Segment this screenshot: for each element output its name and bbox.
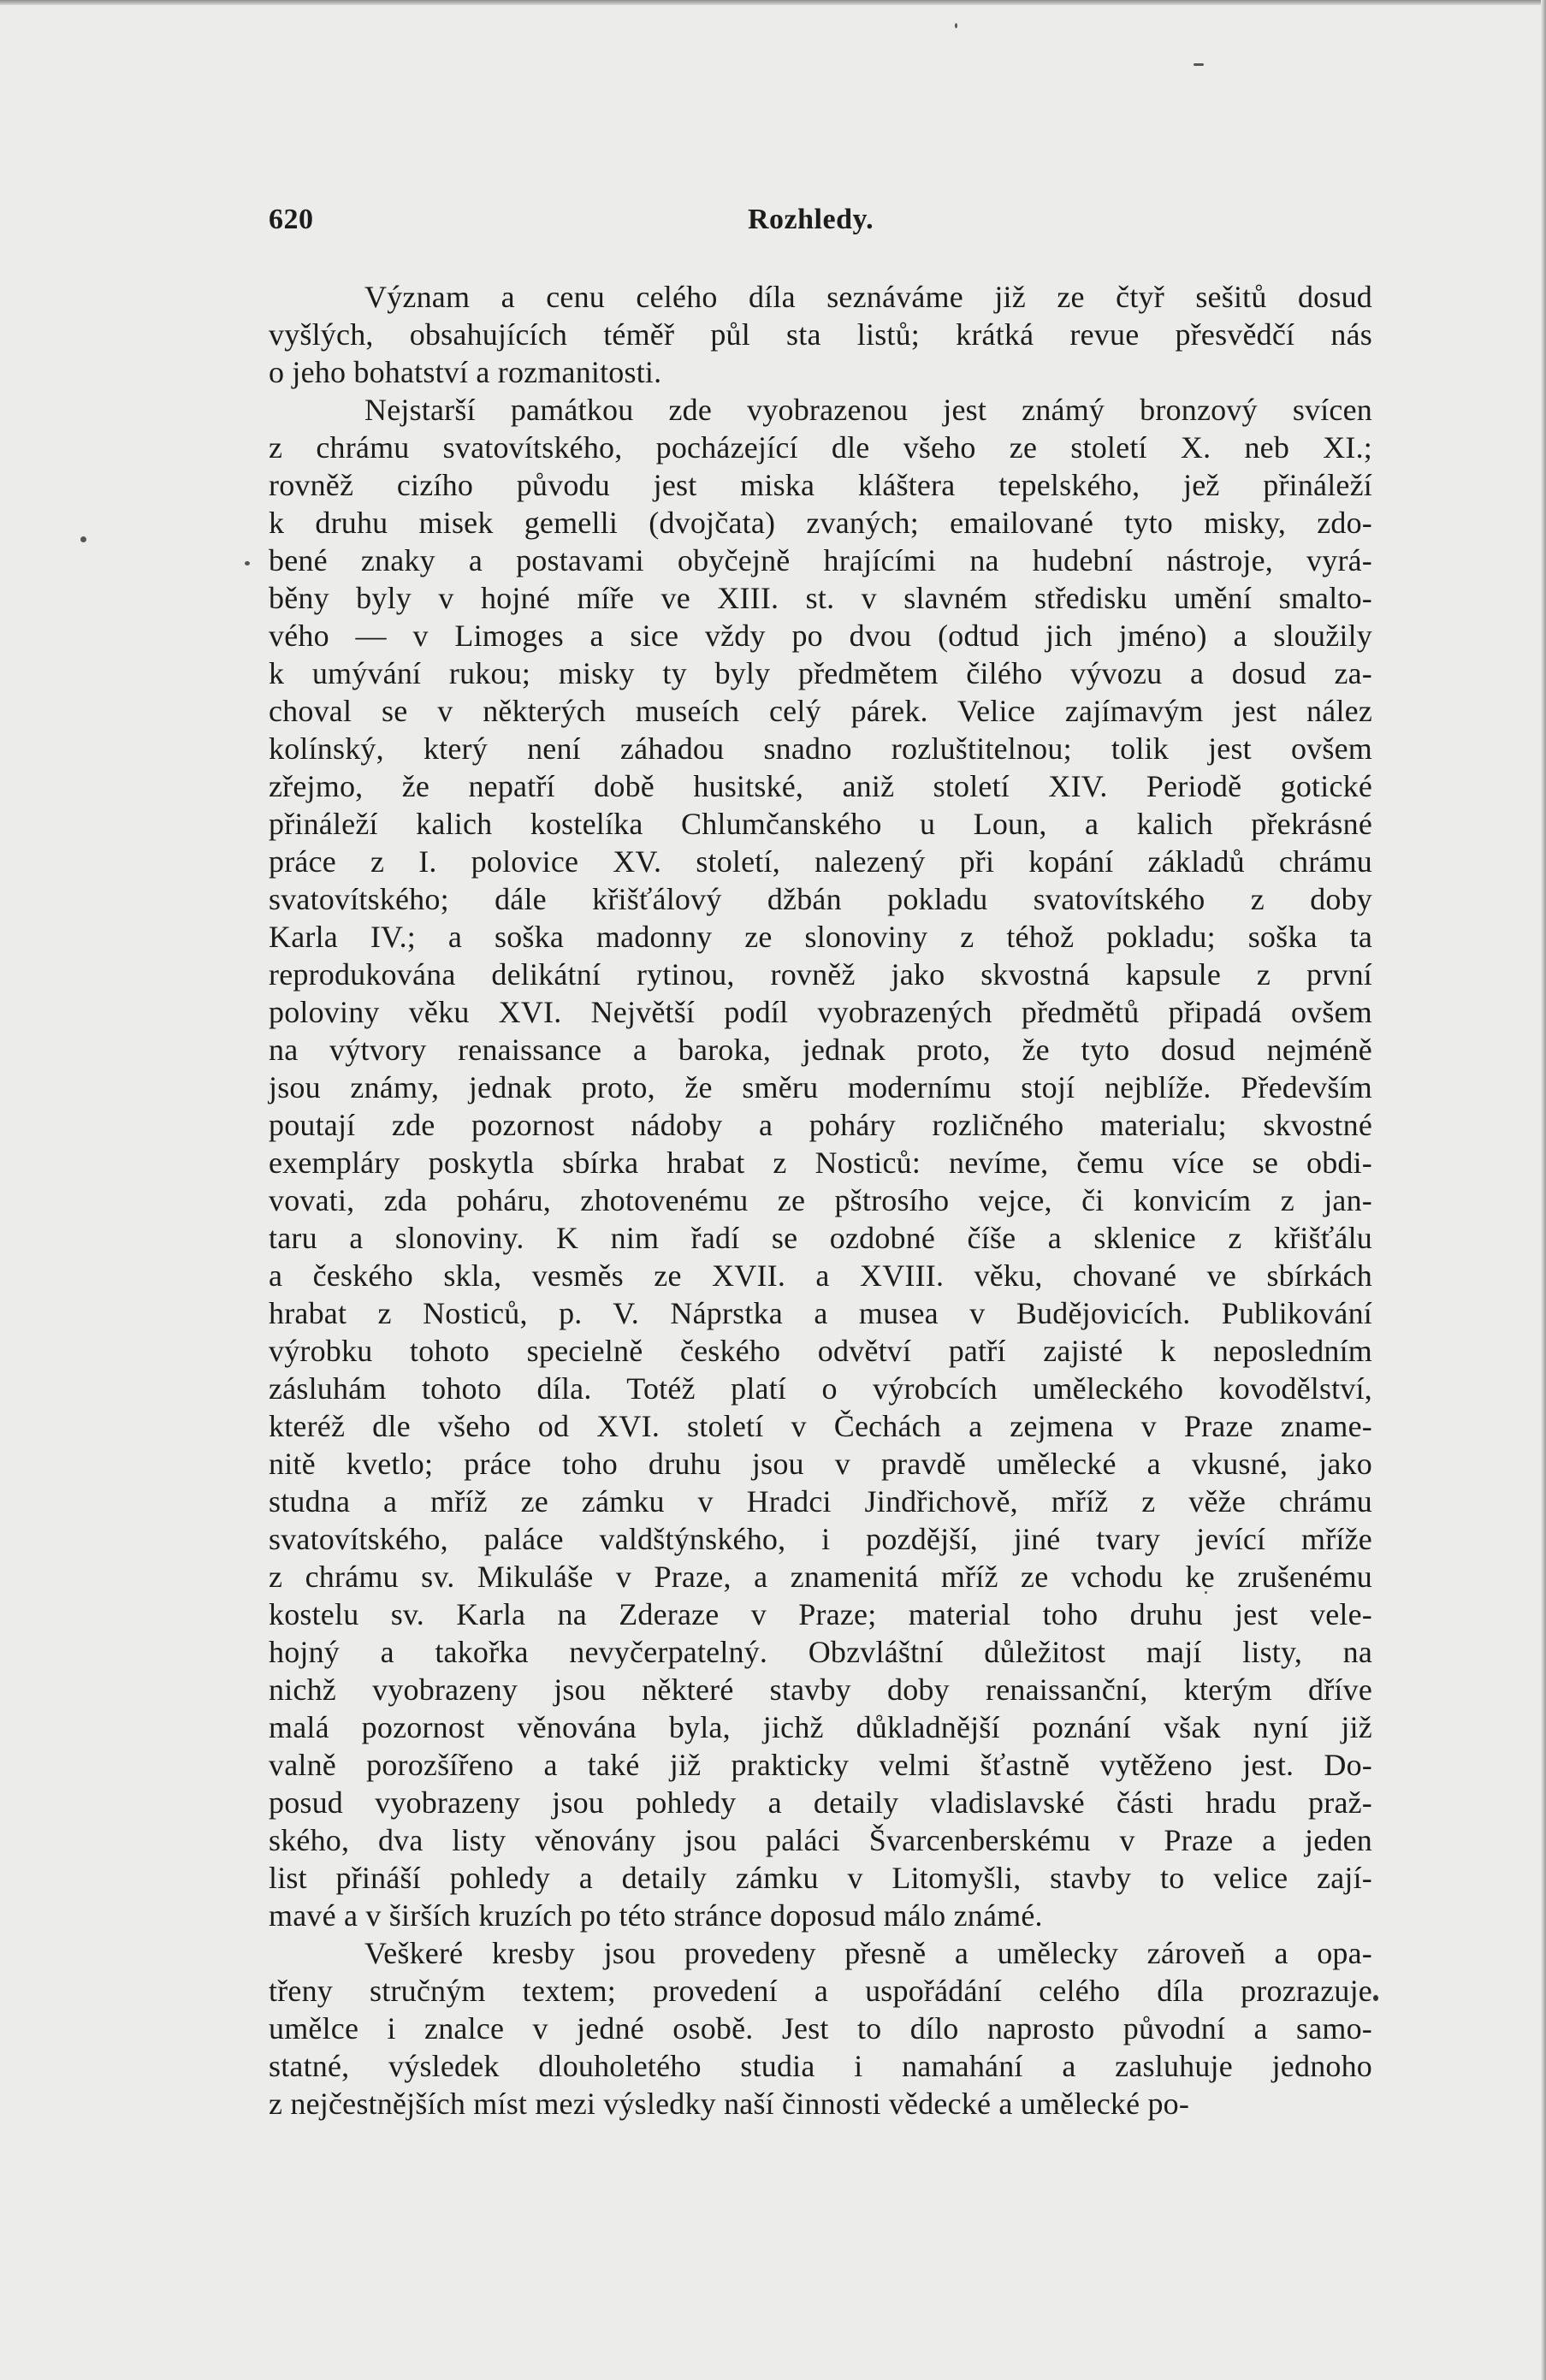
text-line: list přináší pohledy a detaily zámku v Litomyšli, stavby to velice zají- [269, 1861, 1372, 1895]
text-line: Veškeré kresby jsou provedeny přesně a umělecky zároveň a opa- [364, 1936, 1372, 1970]
page-header [269, 204, 878, 238]
text-line: kostelu sv. Karla na Zderaze v Praze; material toho druhu jest vele- [269, 1597, 1372, 1631]
text-line: běny byly v hojné míře ve XIII. st. v slavném středisku umění smalto- [269, 581, 1372, 615]
text-line: reprodukována delikátní rytinou, rovněž jako skvostná kapsule z první [269, 957, 1372, 992]
text-line: posud vyobrazeny jsou pohledy a detaily vladislavské části hradu praž- [269, 1785, 1372, 1820]
text-line: svatovítského, paláce valdštýnského, i pozdější, jiné tvary jevící mříže [269, 1522, 1372, 1556]
text-line: vyšlých, obsahujících téměř půl sta listů; krátká revue přesvědčí nás [269, 317, 1372, 352]
running-title: Rozhledy. [748, 204, 874, 235]
text-line: a českého skla, vesměs ze XVII. a XVIII. věku, chované ve sbírkách [269, 1258, 1372, 1293]
text-line: bené znaky a postavami obyčejně hrajícími na hudební nástroje, vyrá- [269, 543, 1372, 577]
scan-edge-top [0, 0, 1546, 5]
text-line: vovati, zda poháru, zhotovenému ze pštrosího vejce, či konvicím z jan- [269, 1183, 1372, 1217]
text-line: z chrámu sv. Mikuláše v Praze, a znamenitá mříž ze vchodu ke zrušenému [269, 1560, 1372, 1594]
text-line: práce z I. polovice XV. století, nalezený při kopání základů chrámu [269, 844, 1372, 879]
ink-speck [1373, 1995, 1378, 2001]
text-line: zásluhám tohoto díla. Totéž platí o výrobcích uměleckého kovodělství, [269, 1371, 1372, 1406]
ink-speck [80, 536, 86, 542]
text-line: choval se v některých museích celý párek. Velice zajímavým jest nález [269, 694, 1372, 728]
text-line: exempláry poskytla sbírka hrabat z Nosticů: nevíme, čemu více se obdi- [269, 1146, 1372, 1180]
text-line: malá pozornost věnována byla, jichž důkladnější poznání však nyní již [269, 1710, 1372, 1744]
text-line: z chrámu svatovítského, pocházející dle všeho ze století X. neb XI.; [269, 430, 1372, 465]
text-line: taru a slonoviny. K nim řadí se ozdobné číše a sklenice z křišťálu [269, 1221, 1372, 1255]
text-line: hrabat z Nosticů, p. V. Náprstka a musea v Budějovicích. Publikování [269, 1296, 1372, 1330]
text-line: z nejčestnějších míst mezi výsledky naší činnosti vědecké a umělecké po- [269, 2087, 1190, 2121]
text-line: hojný a takořka nevyčerpatelný. Obzvláštní důležitost mají listy, na [269, 1635, 1372, 1669]
paragraph [269, 1934, 1372, 2122]
text-line: Nejstarší památkou zde vyobrazenou jest známý bronzový svícen [364, 393, 1372, 427]
text-line: o jeho bohatství a rozmanitosti. [269, 355, 662, 389]
paragraph [269, 278, 1372, 391]
text-line: k umývání rukou; misky ty byly předmětem čilého vývozu a dosud za- [269, 656, 1372, 690]
ink-speck [1194, 63, 1204, 66]
text-line: výrobku tohoto specielně českého odvětví patří zajisté k neposledním [269, 1334, 1372, 1368]
text-line: studna a mříž ze zámku v Hradci Jindřichově, mříž z věže chrámu [269, 1484, 1372, 1519]
text-line: kolínský, který není záhadou snadno rozluštitelnou; tolik jest ovšem [269, 731, 1372, 766]
ink-speck [245, 561, 250, 565]
page-number: 620 [269, 204, 314, 235]
text-line: svatovítského; dále křišťálový džbán pokladu svatovítského z doby [269, 882, 1372, 916]
text-line: jsou známy, jednak proto, že směru modernímu stojí nejblíže. Především [269, 1070, 1372, 1104]
text-line: nichž vyobrazeny jsou některé stavby doby renaissanční, kterým dříve [269, 1673, 1372, 1707]
ink-speck [955, 23, 957, 28]
text-line: vého — v Limoges a sice vždy po dvou (odtud jich jméno) a sloužily [269, 619, 1372, 653]
text-line: přináleží kalich kostelíka Chlumčanského u Loun, a kalich překrásné [269, 807, 1372, 841]
text-line: Význam a cenu celého díla seznáváme již ze čtyř sešitů dosud [364, 280, 1372, 314]
text-line: valně porozšířeno a také již prakticky velmi šťastně vytěženo jest. Do- [269, 1748, 1372, 1782]
scan-edge-right [1541, 0, 1546, 2380]
text-line: na výtvory renaissance a baroka, jednak proto, že tyto dosud nejméně [269, 1033, 1372, 1067]
text-line: ského, dva listy věnovány jsou paláci Švarcenberskému v Praze a jeden [269, 1823, 1372, 1857]
text-line: poutají zde pozornost nádoby a poháry rozličného materialu; skvostné [269, 1108, 1372, 1142]
text-line: mavé a v širších kruzích po této stránce doposud málo známé. [269, 1898, 1043, 1933]
text-line: Karla IV.; a soška madonny ze slonoviny z téhož pokladu; soška ta [269, 920, 1372, 954]
text-line: k druhu misek gemelli (dvojčata) zvaných; emailované tyto misky, zdo- [269, 506, 1372, 540]
text-line: poloviny věku XVI. Největší podíl vyobrazených předmětů připadá ovšem [269, 995, 1372, 1029]
text-line: rovněž cizího původu jest miska kláštera tepelského, jež přináleží [269, 468, 1372, 502]
paragraph [269, 391, 1372, 1934]
text-line: třeny stručným textem; provedení a uspořádání celého díla prozrazuje [269, 1974, 1372, 2008]
text-line: zřejmo, že nepatří době husitské, aniž století XIV. Periodě gotické [269, 769, 1372, 803]
text-line: kteréž dle všeho od XVI. století v Čechách a zejmena v Praze zname- [269, 1409, 1372, 1443]
text-line: nitě kvetlo; práce toho druhu jsou v pravdě umělecké a vkusné, jako [269, 1447, 1372, 1481]
text-line: umělce i znalce v jedné osobě. Jest to dílo naprosto původní a samo- [269, 2011, 1372, 2045]
article-body [269, 278, 1372, 2122]
text-line: statné, výsledek dlouholetého studia i namahání a zasluhuje jednoho [269, 2049, 1372, 2083]
